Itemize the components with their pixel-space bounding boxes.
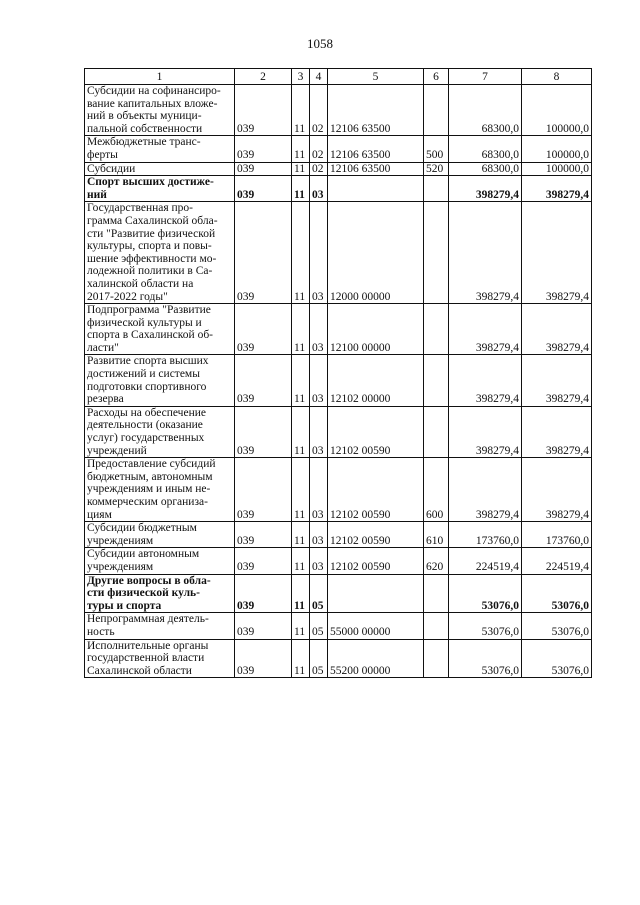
cell-amount-2: 398279,4	[522, 458, 592, 522]
cell-name: Субсидии бюджетным учреждениям	[85, 522, 235, 548]
table-row	[85, 136, 592, 162]
cell-admin-code: 039	[235, 458, 292, 522]
cell-subsection: 03	[310, 202, 328, 304]
table-row	[85, 639, 592, 678]
cell-target-article: 12102 00590	[328, 406, 424, 457]
cell-amount-2: 398279,4	[522, 176, 592, 202]
cell-section: 11	[292, 136, 310, 162]
cell-target-article: 12102 00590	[328, 548, 424, 574]
cell-expense-type	[424, 574, 449, 613]
cell-target-article: 12102 00590	[328, 522, 424, 548]
cell-subsection: 05	[310, 613, 328, 639]
cell-amount-2: 53076,0	[522, 613, 592, 639]
cell-amount-2: 53076,0	[522, 639, 592, 678]
cell-amount-2: 398279,4	[522, 202, 592, 304]
cell-amount-1: 398279,4	[449, 355, 522, 406]
cell-section: 11	[292, 176, 310, 202]
cell-target-article	[328, 574, 424, 613]
cell-subsection: 03	[310, 458, 328, 522]
col-header-7: 7	[449, 69, 522, 85]
table-row	[85, 613, 592, 639]
cell-expense-type: 500	[424, 136, 449, 162]
cell-expense-type	[424, 202, 449, 304]
cell-amount-1: 398279,4	[449, 202, 522, 304]
col-header-1: 1	[85, 69, 235, 85]
cell-admin-code: 039	[235, 639, 292, 678]
cell-amount-2: 100000,0	[522, 162, 592, 176]
cell-name: Развитие спорта высших достижений и системы подготовки спортивного резерва	[85, 355, 235, 406]
cell-amount-1: 398279,4	[449, 406, 522, 457]
cell-expense-type: 600	[424, 458, 449, 522]
cell-admin-code: 039	[235, 162, 292, 176]
cell-subsection: 03	[310, 548, 328, 574]
cell-subsection: 02	[310, 162, 328, 176]
cell-amount-2: 398279,4	[522, 355, 592, 406]
cell-target-article: 55000 00000	[328, 613, 424, 639]
cell-section: 11	[292, 406, 310, 457]
cell-amount-1: 53076,0	[449, 574, 522, 613]
col-header-3: 3	[292, 69, 310, 85]
page-number: 1058	[307, 36, 333, 51]
cell-expense-type: 520	[424, 162, 449, 176]
cell-admin-code: 039	[235, 522, 292, 548]
cell-amount-1: 224519,4	[449, 548, 522, 574]
table-row	[85, 202, 592, 304]
cell-section: 11	[292, 522, 310, 548]
cell-section: 11	[292, 548, 310, 574]
cell-name: Другие вопросы в обла- сти физической куль- туры и спорта	[85, 574, 235, 613]
table-row	[85, 304, 592, 355]
cell-section: 11	[292, 304, 310, 355]
table-row	[85, 458, 592, 522]
table-row	[85, 176, 592, 202]
budget-table	[84, 68, 592, 678]
cell-admin-code: 039	[235, 136, 292, 162]
cell-section: 11	[292, 458, 310, 522]
cell-expense-type: 620	[424, 548, 449, 574]
cell-name: Субсидии	[85, 162, 235, 176]
cell-subsection: 02	[310, 85, 328, 136]
table-row	[85, 162, 592, 176]
cell-amount-1: 68300,0	[449, 136, 522, 162]
cell-admin-code: 039	[235, 85, 292, 136]
cell-subsection: 03	[310, 176, 328, 202]
cell-amount-1: 398279,4	[449, 304, 522, 355]
cell-section: 11	[292, 202, 310, 304]
col-header-8: 8	[522, 69, 592, 85]
cell-amount-1: 398279,4	[449, 458, 522, 522]
cell-name: Межбюджетные транс- ферты	[85, 136, 235, 162]
cell-name: Расходы на обеспечение деятельности (оказание услуг) государственных учреждений	[85, 406, 235, 457]
cell-expense-type	[424, 355, 449, 406]
cell-amount-1: 68300,0	[449, 162, 522, 176]
table-row	[85, 574, 592, 613]
cell-name: Субсидии на софинансиро- вание капитальных вложе- ний в объекты муници- пальной собственности	[85, 85, 235, 136]
cell-admin-code: 039	[235, 304, 292, 355]
cell-expense-type	[424, 85, 449, 136]
cell-expense-type	[424, 304, 449, 355]
cell-subsection: 03	[310, 304, 328, 355]
cell-subsection: 05	[310, 574, 328, 613]
table-row	[85, 406, 592, 457]
cell-amount-1: 398279,4	[449, 176, 522, 202]
cell-target-article: 12106 63500	[328, 136, 424, 162]
table-row	[85, 355, 592, 406]
cell-name: Исполнительные органы государственной власти Сахалинской области	[85, 639, 235, 678]
cell-admin-code: 039	[235, 574, 292, 613]
cell-name: Субсидии автономным учреждениям	[85, 548, 235, 574]
cell-amount-2: 224519,4	[522, 548, 592, 574]
cell-expense-type	[424, 406, 449, 457]
cell-subsection: 03	[310, 406, 328, 457]
cell-amount-1: 173760,0	[449, 522, 522, 548]
cell-subsection: 03	[310, 355, 328, 406]
cell-amount-2: 398279,4	[522, 304, 592, 355]
cell-name: Спорт высших достиже- ний	[85, 176, 235, 202]
cell-target-article: 12106 63500	[328, 85, 424, 136]
cell-expense-type	[424, 639, 449, 678]
cell-target-article: 55200 00000	[328, 639, 424, 678]
cell-amount-1: 53076,0	[449, 639, 522, 678]
col-header-2: 2	[235, 69, 292, 85]
cell-name: Предоставление субсидий бюджетным, автономным учреждениям и иным не- коммерческим организа- циям	[85, 458, 235, 522]
cell-admin-code: 039	[235, 176, 292, 202]
cell-subsection: 03	[310, 522, 328, 548]
cell-section: 11	[292, 162, 310, 176]
cell-expense-type	[424, 176, 449, 202]
cell-name: Государственная про- грамма Сахалинской обла- сти "Развитие физической культуры, спорта и повы- шение эффективности мо- лодежной политики в Са- халинской области на 2017-2022 годы"	[85, 202, 235, 304]
cell-name: Непрограммная деятель- ность	[85, 613, 235, 639]
cell-target-article: 12102 00590	[328, 458, 424, 522]
cell-target-article: 12000 00000	[328, 202, 424, 304]
table-row	[85, 522, 592, 548]
cell-section: 11	[292, 85, 310, 136]
cell-admin-code: 039	[235, 548, 292, 574]
cell-amount-2: 173760,0	[522, 522, 592, 548]
cell-admin-code: 039	[235, 355, 292, 406]
cell-admin-code: 039	[235, 613, 292, 639]
cell-amount-1: 68300,0	[449, 85, 522, 136]
cell-admin-code: 039	[235, 406, 292, 457]
col-header-6: 6	[424, 69, 449, 85]
table-body	[85, 85, 592, 678]
header-row	[85, 69, 592, 85]
col-header-5: 5	[328, 69, 424, 85]
cell-section: 11	[292, 613, 310, 639]
cell-amount-2: 100000,0	[522, 136, 592, 162]
cell-section: 11	[292, 355, 310, 406]
cell-admin-code: 039	[235, 202, 292, 304]
cell-expense-type	[424, 613, 449, 639]
cell-amount-2: 398279,4	[522, 406, 592, 457]
cell-name: Подпрограмма "Развитие физической культуры и спорта в Сахалинской об- ласти"	[85, 304, 235, 355]
cell-target-article: 12102 00000	[328, 355, 424, 406]
cell-subsection: 05	[310, 639, 328, 678]
cell-section: 11	[292, 574, 310, 613]
cell-amount-1: 53076,0	[449, 613, 522, 639]
cell-expense-type: 610	[424, 522, 449, 548]
table-row	[85, 548, 592, 574]
cell-amount-2: 53076,0	[522, 574, 592, 613]
cell-target-article	[328, 176, 424, 202]
cell-subsection: 02	[310, 136, 328, 162]
table-row	[85, 85, 592, 136]
cell-amount-2: 100000,0	[522, 85, 592, 136]
col-header-4: 4	[310, 69, 328, 85]
cell-target-article: 12100 00000	[328, 304, 424, 355]
cell-target-article: 12106 63500	[328, 162, 424, 176]
cell-section: 11	[292, 639, 310, 678]
